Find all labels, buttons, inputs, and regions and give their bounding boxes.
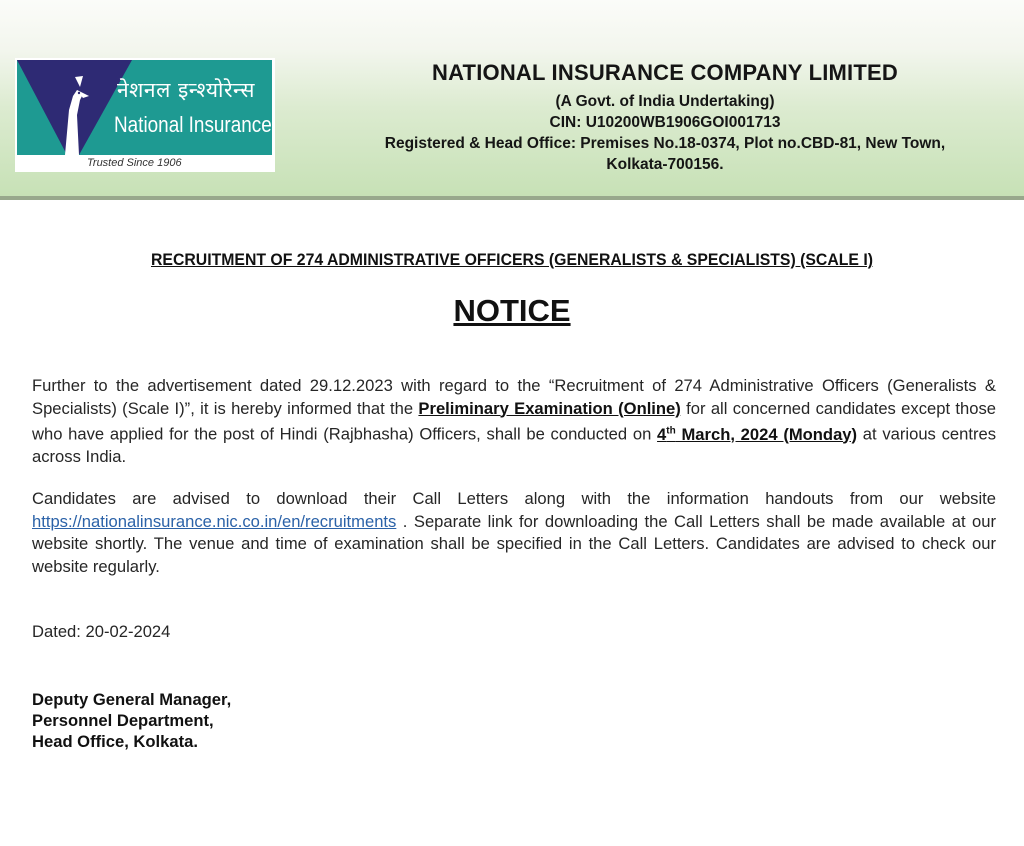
p1-text-1: Further to the advertisement dated 29.12.2023 with regard to the “Recruitment of 274 Administrative Officers (Generalists & Specialists) (Scale I)”, it is hereby informed that the bbox=[32, 376, 996, 418]
exam-type-highlight: Preliminary Examination (Online) bbox=[418, 398, 681, 418]
signatory-block bbox=[32, 689, 231, 752]
notice-heading: NOTICE bbox=[453, 293, 571, 328]
p2-text-2: . Separate link for downloading the Call Letters shall be made available at our website shortly. The venue and time of examination shall be specified in the Call Letters. Candidates are advised to check our website regularly. bbox=[32, 511, 996, 576]
cin-number: CIN: U10200WB1906GOI001713 bbox=[549, 114, 781, 131]
logo-english-text: National Insurance bbox=[114, 112, 272, 137]
exam-date-suffix: th bbox=[666, 425, 676, 436]
signatory-office: Head Office, Kolkata. bbox=[32, 732, 198, 751]
address-line-2: Kolkata-700156. bbox=[606, 156, 724, 173]
govt-undertaking: (A Govt. of India Undertaking) bbox=[555, 93, 775, 110]
p2-text-1: Candidates are advised to download their Call Letters along with the information handouts from our website bbox=[32, 489, 996, 508]
letterhead bbox=[0, 0, 1024, 200]
address-line-1: Registered & Head Office: Premises No.18-0374, Plot no.CBD-81, New Town, bbox=[384, 135, 946, 152]
exam-date-highlight bbox=[657, 425, 857, 444]
p1-text-3: at various centres across India. bbox=[32, 424, 996, 467]
p1-text-2: for all concerned candidates except those who have applied for the post of Hindi (Rajbhasha) Officers, shall be conducted on bbox=[32, 398, 996, 444]
signatory-title: Deputy General Manager, bbox=[32, 690, 232, 709]
recruitment-title: RECRUITMENT OF 274 ADMINISTRATIVE OFFICERS (GENERALISTS & SPECIALISTS) (SCALE I) bbox=[150, 250, 874, 269]
logo-tagline: Trusted Since 1906 bbox=[87, 157, 182, 169]
exam-date-rest: March, 2024 (Monday) bbox=[675, 424, 858, 444]
logo-hindi-text: नेशनल इन्श्योरेन्स bbox=[117, 78, 256, 102]
company-logo bbox=[15, 58, 275, 172]
notice-date: Dated: 20-02-2024 bbox=[32, 622, 171, 641]
paragraph-exam-schedule bbox=[32, 375, 996, 469]
peacock-v-logo-icon bbox=[17, 60, 272, 155]
paragraph-call-letters bbox=[32, 488, 996, 578]
exam-date-day: 4 bbox=[657, 424, 667, 444]
signatory-department: Personnel Department, bbox=[32, 711, 214, 730]
company-info bbox=[300, 60, 1024, 175]
company-name: NATIONAL INSURANCE COMPANY LIMITED bbox=[432, 60, 898, 85]
logo-panel bbox=[17, 60, 272, 155]
recruitment-website-link[interactable]: https://nationalinsurance.nic.co.in/en/recruitments bbox=[32, 511, 397, 531]
